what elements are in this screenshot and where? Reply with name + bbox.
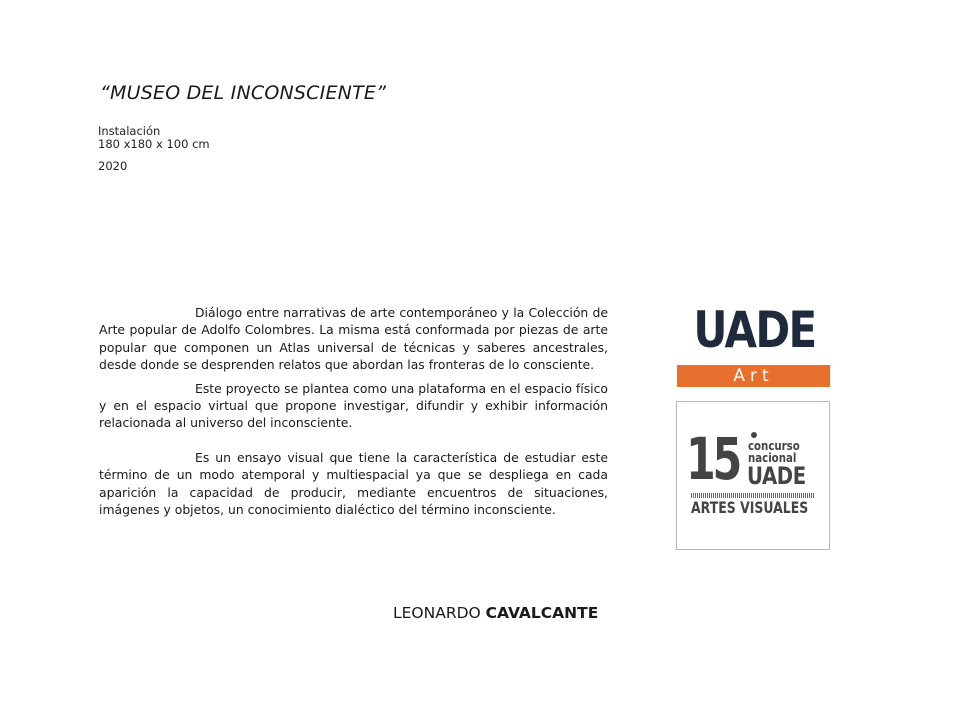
description-paragraph: Diálogo entre narrativas de arte contemporáneo y la Colección de Arte popular de Adolfo Colombres. La misma está conformada por piezas de arte popular que componen un Atlas universal de técnicas y saberes ancestrales, desde donde se desprenden relatos que abordan las fronteras de lo consciente.	[99, 305, 608, 373]
concurso-nacional-logo	[676, 401, 830, 550]
concurso-number: 15	[686, 425, 739, 493]
uade-logo-word: UADE	[693, 301, 816, 359]
work-year: 2020	[98, 159, 128, 173]
description-paragraph: Es un ensayo visual que tiene la característica de estudiar este término de un modo atemporal y multiespacial ya que se despliega en cada aparición la capacidad de producir, mediante encuentros de situaciones, imágenes y objetos, un conocimiento dialéctico del término inconsciente.	[99, 449, 608, 518]
description-paragraph: Este proyecto se plantea como una plataforma en el espacio físico y en el espacio virtual que propone investigar, difundir y exhibir información relacionada al universo del inconsciente.	[99, 380, 608, 431]
uade-logo-art-bar: Art	[677, 365, 830, 387]
artist-first-name: LEONARDO	[393, 604, 481, 622]
work-technique: Instalación	[98, 124, 161, 138]
concurso-line2: nacional	[748, 451, 797, 465]
work-dimensions: 180 x180 x 100 cm	[98, 137, 210, 151]
logo-dot-icon	[751, 432, 757, 438]
artist-name	[393, 604, 598, 622]
concurso-footer: ARTES VISUALES	[691, 498, 809, 517]
uade-art-logo	[676, 292, 830, 388]
concurso-line3: UADE	[747, 462, 806, 490]
work-title: “MUSEO DEL INCONSCIENTE”	[100, 82, 387, 104]
description	[99, 304, 608, 518]
artist-last-name: CAVALCANTE	[485, 604, 599, 622]
concurso-line1: concurso	[748, 439, 800, 453]
